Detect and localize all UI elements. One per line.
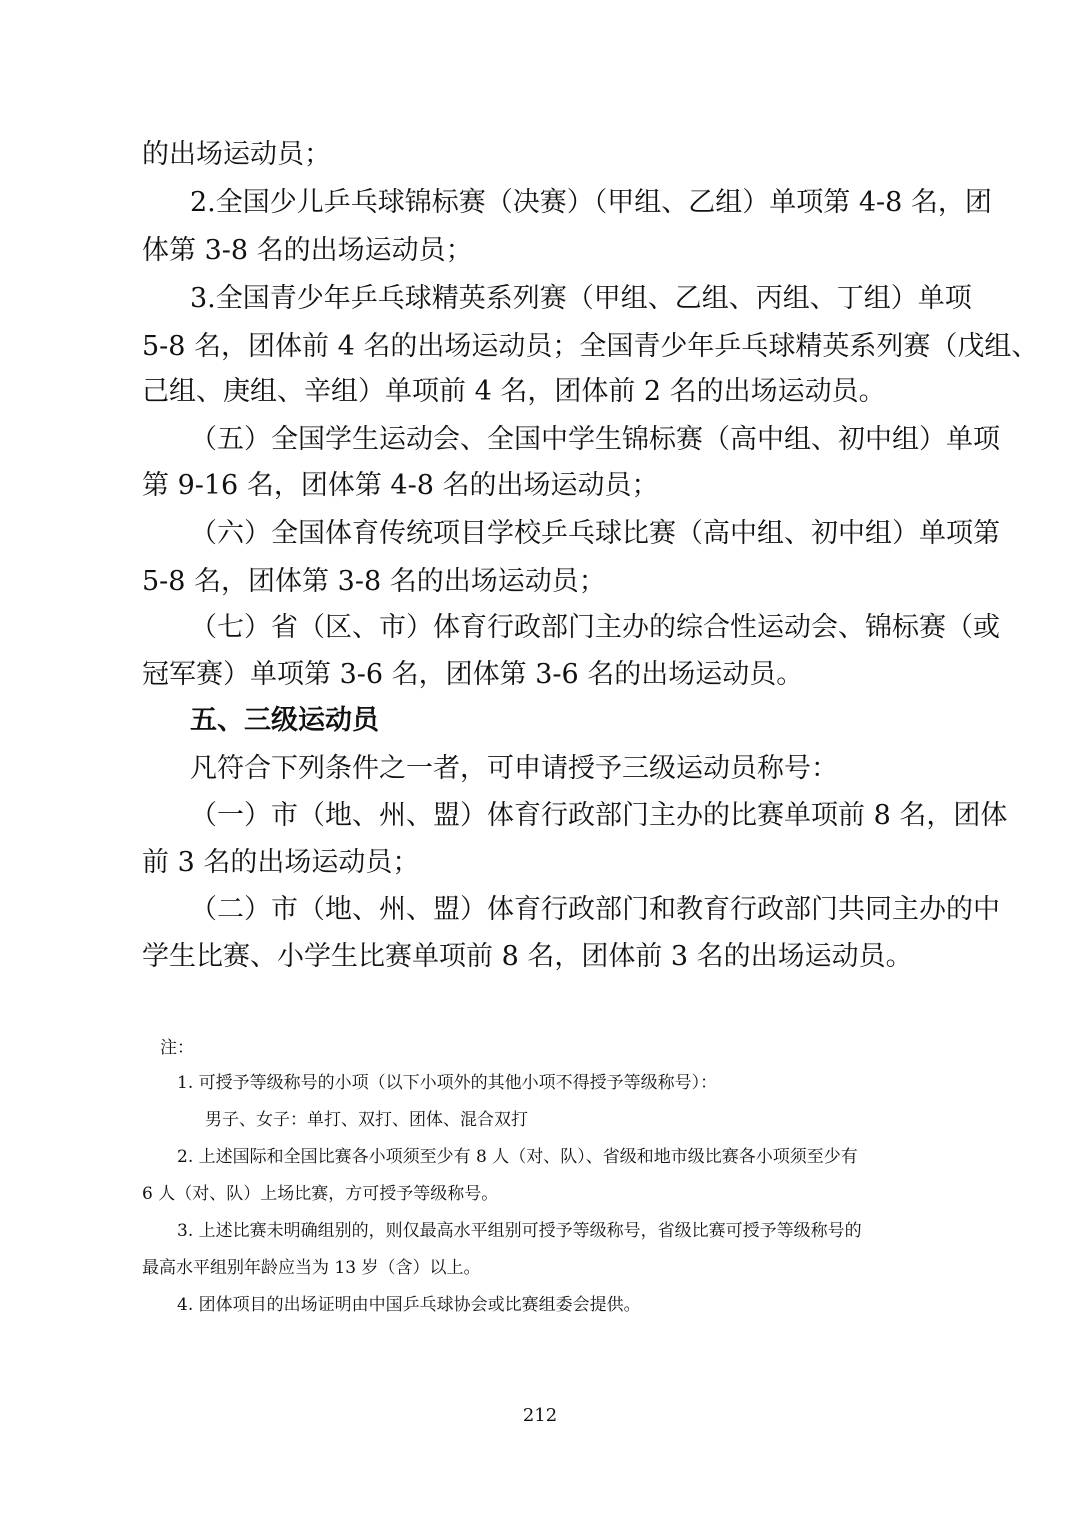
note-line: 2. 上述国际和全国比赛各小项须至少有 8 人（对、队）、省级和地市级比赛各小项须至少有 <box>177 1147 858 1167</box>
note-line: 最高水平组别年龄应当为 13 岁（含）以上。 <box>142 1258 481 1278</box>
note-line: 6 人（对、队）上场比赛，方可授予等级称号。 <box>142 1184 499 1204</box>
body-line: （五）全国学生运动会、全国中学生锦标赛（高中组、初中组）单项 <box>190 424 1000 455</box>
section-line: 学生比赛、小学生比赛单项前 8 名，团体前 3 名的出场运动员。 <box>142 941 913 972</box>
body-line: 5-8 名，团体前 4 名的出场运动员；全国青少年乒乓球精英系列赛（戊组、 <box>142 331 1039 362</box>
body-line: （七）省（区、市）体育行政部门主办的综合性运动会、锦标赛（或 <box>190 612 1000 643</box>
note-line: 4. 团体项目的出场证明由中国乒乓球协会或比赛组委会提供。 <box>177 1295 641 1315</box>
body-line: 2.全国少儿乒乓球锦标赛（决赛）（甲组、乙组）单项第 4-8 名，团 <box>190 187 992 218</box>
body-line: 5-8 名，团体第 3-8 名的出场运动员； <box>142 566 606 597</box>
body-line: 体第 3-8 名的出场运动员； <box>142 235 473 266</box>
body-line: 第 9-16 名，团体第 4-8 名的出场运动员； <box>142 470 659 501</box>
body-line: （六）全国体育传统项目学校乒乓球比赛（高中组、初中组）单项第 <box>190 518 1000 549</box>
body-line: 冠军赛）单项第 3-6 名，团体第 3-6 名的出场运动员。 <box>142 659 804 690</box>
body-line: 3.全国青少年乒乓球精英系列赛（甲组、乙组、丙组、丁组）单项 <box>190 283 972 314</box>
section-line: （一）市（地、州、盟）体育行政部门主办的比赛单项前 8 名，团体 <box>190 800 1008 831</box>
note-line: 1. 可授予等级称号的小项（以下小项外的其他小项不得授予等级称号）： <box>177 1073 718 1093</box>
body-line: 己组、庚组、辛组）单项前 4 名，团体前 2 名的出场运动员。 <box>142 376 886 407</box>
page-number: 212 <box>522 1405 558 1426</box>
section-line: 凡符合下列条件之一者，可申请授予三级运动员称号： <box>190 753 838 784</box>
section-line: 前 3 名的出场运动员； <box>142 847 420 878</box>
note-line: 3. 上述比赛未明确组别的，则仅最高水平组别可授予等级称号，省级比赛可授予等级称号的 <box>177 1221 862 1241</box>
section-heading: 五、三级运动员 <box>190 705 379 736</box>
note-line: 男子、女子：单打、双打、团体、混合双打 <box>205 1110 528 1130</box>
body-line: 的出场运动员； <box>142 139 331 170</box>
notes-label: 注： <box>160 1038 194 1058</box>
section-line: （二）市（地、州、盟）体育行政部门和教育行政部门共同主办的中 <box>190 894 1000 925</box>
